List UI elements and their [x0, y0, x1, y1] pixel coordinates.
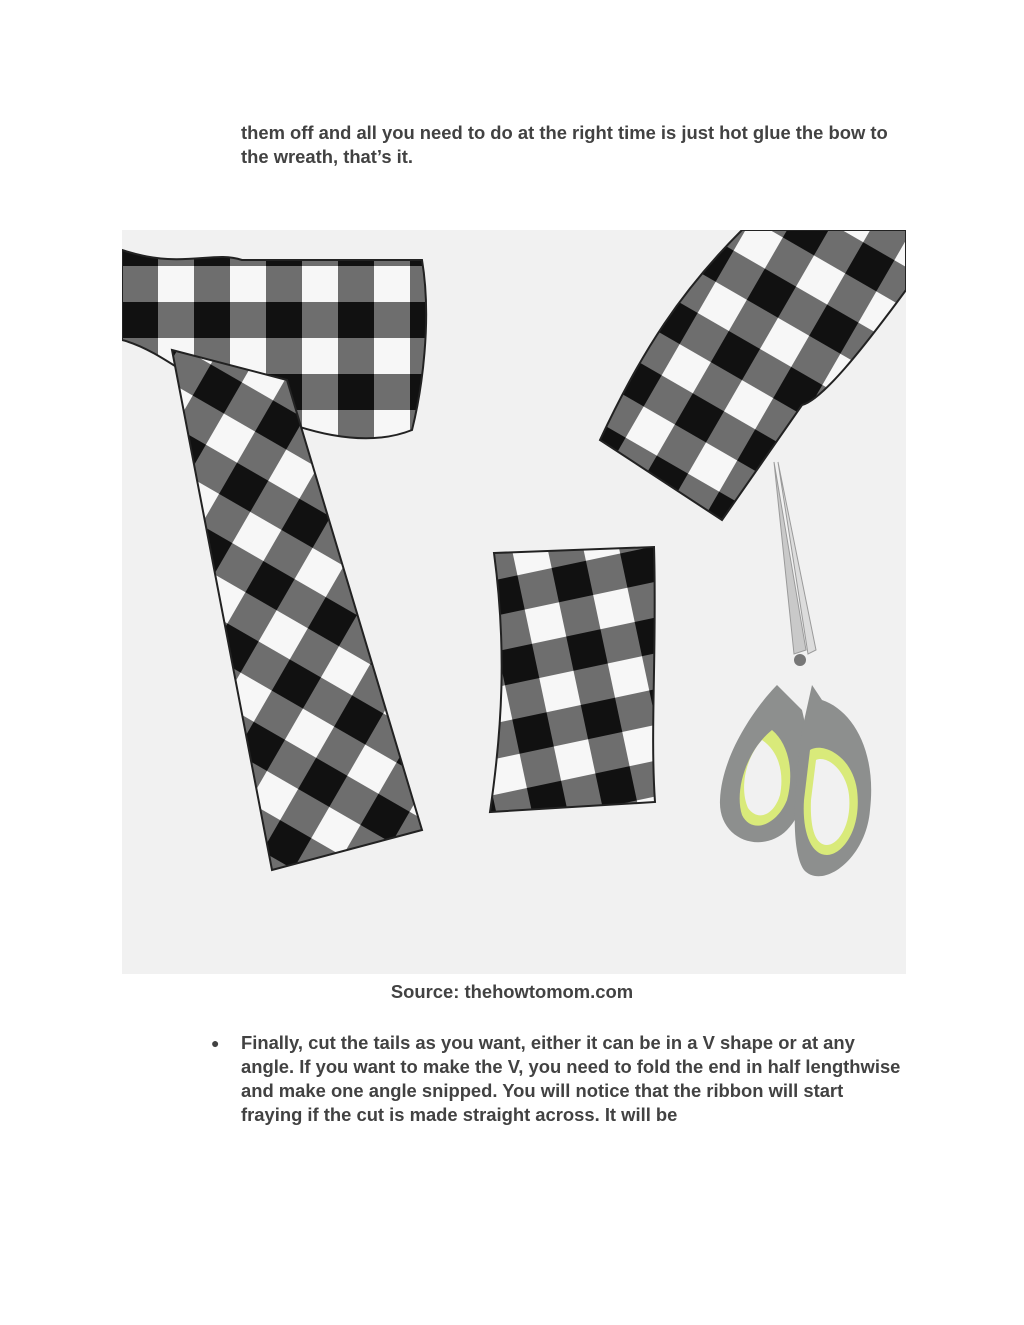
paragraph-continuation: them off and all you need to do at the right time is just hot glue the bow to the wreath, that’s it.: [241, 122, 888, 167]
image-caption: Source: thehowtomom.com: [390, 981, 634, 1002]
ribbon-cut-piece: [490, 547, 655, 812]
bullet-text: Finally, cut the tails as you want, either it can be in a V shape or at any angle. If you want to make the V, you need to fold the end in half lengthwise and make one angle snipped. You will notice that the ribbon will start fraying if the cut is made straight across. It will be: [241, 1032, 901, 1125]
ribbon-photo: [122, 230, 906, 974]
bullet-icon: ●: [211, 1035, 220, 1051]
